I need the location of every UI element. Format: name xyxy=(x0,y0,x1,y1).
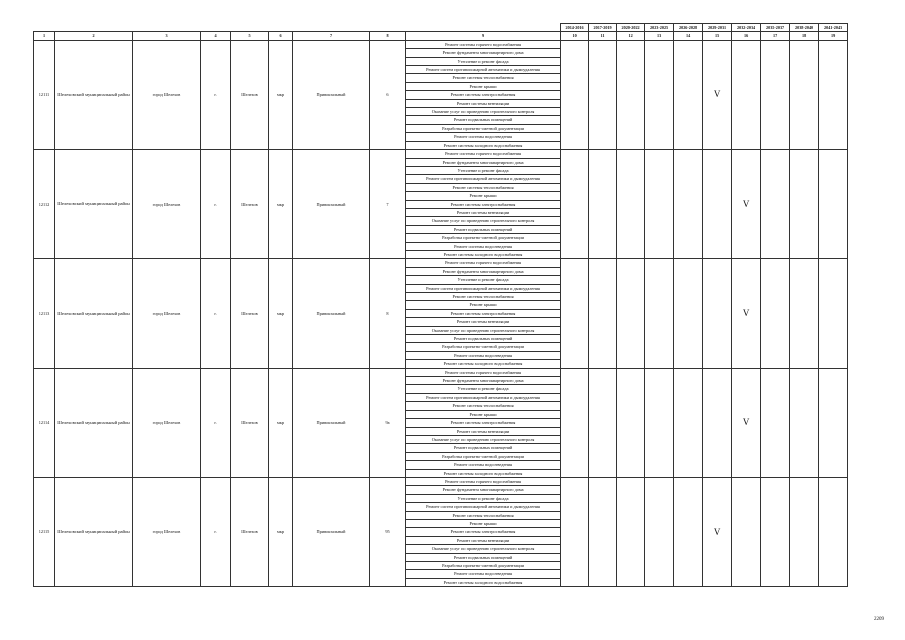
work-type-cell: Ремонт крыши xyxy=(406,301,561,309)
period-cell xyxy=(790,150,819,259)
period-cell xyxy=(732,477,761,586)
work-type-cell: Ремонт системы теплоснабжения xyxy=(406,183,561,191)
column-number: 10 xyxy=(561,32,589,40)
period-cell xyxy=(645,259,674,368)
column-number: 14 xyxy=(674,32,703,40)
period-cell xyxy=(589,477,617,586)
row-number: 12111 xyxy=(34,40,55,149)
settlement-type-cell: г. xyxy=(201,477,231,586)
work-type-cell: Ремонт крыши xyxy=(406,192,561,200)
street-cell: Привокзальный xyxy=(293,150,370,259)
column-number: 13 xyxy=(645,32,674,40)
column-number: 3 xyxy=(133,32,201,40)
period-cell xyxy=(589,368,617,477)
period-cell xyxy=(732,40,761,149)
period-cell xyxy=(645,150,674,259)
period-cell xyxy=(617,368,645,477)
year-header: 2035-2037 xyxy=(761,24,790,32)
period-cell xyxy=(761,477,790,586)
work-type-cell: Ремонт подвальных помещений xyxy=(406,335,561,343)
house-number-cell: 8 xyxy=(370,259,406,368)
city-cell: Шелехов xyxy=(231,40,269,149)
period-cell xyxy=(589,150,617,259)
work-type-cell: Ремонт подвальных помещений xyxy=(406,444,561,452)
house-number-cell: 7 xyxy=(370,150,406,259)
page-number: 2209 xyxy=(874,617,884,622)
street-cell: Привокзальный xyxy=(293,477,370,586)
city-cell: Шелехов xyxy=(231,368,269,477)
work-type-cell: Ремонт системы холодного водоснабжения xyxy=(406,578,561,586)
period-cell xyxy=(703,259,732,368)
work-type-cell: Ремонт системы горячего водоснабжения xyxy=(406,150,561,158)
district-cell: Шелеховский муниципальный район xyxy=(55,40,133,149)
period-cell xyxy=(617,150,645,259)
column-number: 9 xyxy=(406,32,561,40)
work-type-cell: Утепление и ремонт фасада xyxy=(406,57,561,65)
period-cell xyxy=(790,259,819,368)
column-number: 17 xyxy=(761,32,790,40)
year-header: 2038-2040 xyxy=(790,24,819,32)
work-type-cell: Ремонт системы вентиляции xyxy=(406,427,561,435)
work-type-cell: Ремонт крыши xyxy=(406,410,561,418)
period-mark: V xyxy=(732,259,761,368)
column-number: 5 xyxy=(231,32,269,40)
column-number: 8 xyxy=(370,32,406,40)
table-row xyxy=(34,368,848,376)
settlement-type-cell: г. xyxy=(201,259,231,368)
work-type-cell: Ремонт фундамента многоквартирного дома xyxy=(406,377,561,385)
settlement-type-cell: г. xyxy=(201,40,231,149)
row-number: 12113 xyxy=(34,259,55,368)
work-type-cell: Ремонт фундамента многоквартирного дома xyxy=(406,486,561,494)
work-type-cell: Оказание услуг по проведению строительного контроля xyxy=(406,108,561,116)
city-cell: Шелехов xyxy=(231,150,269,259)
work-type-cell: Ремонт системы теплоснабжения xyxy=(406,293,561,301)
period-cell xyxy=(674,150,703,259)
period-cell xyxy=(645,40,674,149)
settlement-cell: город Шелехов xyxy=(133,40,201,149)
work-type-cell: Ремонт систем противопожарной автоматики и дымоудаления xyxy=(406,503,561,511)
settlement-cell: город Шелехов xyxy=(133,259,201,368)
period-cell xyxy=(589,259,617,368)
street-type-cell: мкр xyxy=(269,368,293,477)
work-type-cell: Утепление и ремонт фасада xyxy=(406,385,561,393)
house-number-cell: 9а xyxy=(370,368,406,477)
district-cell: Шелеховский муниципальный район xyxy=(55,368,133,477)
work-type-cell: Ремонт системы вентиляции xyxy=(406,208,561,216)
work-type-cell: Ремонт фундамента многоквартирного дома xyxy=(406,158,561,166)
year-header: 2026-2028 xyxy=(674,24,703,32)
work-type-cell: Ремонт систем противопожарной автоматики и дымоудаления xyxy=(406,284,561,292)
period-mark: V xyxy=(703,40,732,149)
period-cell xyxy=(674,368,703,477)
work-type-cell: Ремонт системы электроснабжения xyxy=(406,528,561,536)
work-type-cell: Разработка проектно-сметной документации xyxy=(406,343,561,351)
column-number: 19 xyxy=(819,32,848,40)
period-cell xyxy=(761,259,790,368)
table-row xyxy=(34,150,848,158)
settlement-type-cell: г. xyxy=(201,150,231,259)
row-number: 12114 xyxy=(34,368,55,477)
work-type-cell: Ремонт системы теплоснабжения xyxy=(406,402,561,410)
period-cell xyxy=(819,40,848,149)
work-type-cell: Ремонт подвальных помещений xyxy=(406,225,561,233)
settlement-cell: город Шелехов xyxy=(133,477,201,586)
column-number: 1 xyxy=(34,32,55,40)
work-type-cell: Ремонт подвальных помещений xyxy=(406,553,561,561)
period-cell xyxy=(645,368,674,477)
period-cell xyxy=(790,477,819,586)
period-cell xyxy=(819,150,848,259)
work-type-cell: Утепление и ремонт фасада xyxy=(406,276,561,284)
work-type-cell: Ремонт крыши xyxy=(406,82,561,90)
work-type-cell: Ремонт системы электроснабжения xyxy=(406,309,561,317)
period-cell xyxy=(674,477,703,586)
work-type-cell: Разработка проектно-сметной документации xyxy=(406,562,561,570)
period-cell xyxy=(790,40,819,149)
period-cell xyxy=(819,477,848,586)
work-type-cell: Ремонт системы теплоснабжения xyxy=(406,74,561,82)
period-cell xyxy=(561,477,589,586)
period-cell xyxy=(790,368,819,477)
header-years-row xyxy=(34,24,848,32)
work-type-cell: Ремонт системы вентиляции xyxy=(406,536,561,544)
work-type-cell: Оказание услуг по проведению строительного контроля xyxy=(406,435,561,443)
period-cell xyxy=(761,40,790,149)
work-type-cell: Ремонт крыши xyxy=(406,519,561,527)
period-cell xyxy=(561,368,589,477)
work-type-cell: Ремонт системы водоотведения xyxy=(406,133,561,141)
street-cell: Привокзальный xyxy=(293,40,370,149)
column-number: 7 xyxy=(293,32,370,40)
period-cell xyxy=(674,259,703,368)
work-type-cell: Оказание услуг по проведению строительного контроля xyxy=(406,326,561,334)
work-type-cell: Ремонт системы электроснабжения xyxy=(406,91,561,99)
year-header: 2029-2031 xyxy=(703,24,732,32)
period-cell xyxy=(761,368,790,477)
work-type-cell: Ремонт системы горячего водоснабжения xyxy=(406,368,561,376)
row-number: 12115 xyxy=(34,477,55,586)
city-cell: Шелехов xyxy=(231,477,269,586)
period-cell xyxy=(819,259,848,368)
year-header: 2014-2016 xyxy=(561,24,589,32)
period-cell xyxy=(819,368,848,477)
work-type-cell: Ремонт системы холодного водоснабжения xyxy=(406,250,561,258)
column-number: 16 xyxy=(732,32,761,40)
street-type-cell: мкр xyxy=(269,477,293,586)
work-type-cell: Ремонт подвальных помещений xyxy=(406,116,561,124)
work-type-cell: Оказание услуг по проведению строительного контроля xyxy=(406,217,561,225)
year-header: 2017-2019 xyxy=(589,24,617,32)
work-type-cell: Разработка проектно-сметной документации xyxy=(406,124,561,132)
settlement-cell: город Шелехов xyxy=(133,368,201,477)
street-type-cell: мкр xyxy=(269,150,293,259)
work-type-cell: Ремонт системы холодного водоснабжения xyxy=(406,469,561,477)
work-type-cell: Ремонт системы электроснабжения xyxy=(406,200,561,208)
period-cell xyxy=(761,150,790,259)
city-cell: Шелехов xyxy=(231,259,269,368)
work-type-cell: Ремонт системы вентиляции xyxy=(406,318,561,326)
year-header: 2023-2025 xyxy=(645,24,674,32)
header-blank xyxy=(34,24,561,32)
work-type-cell: Оказание услуг по проведению строительного контроля xyxy=(406,545,561,553)
capital-repair-schedule-table xyxy=(33,23,848,587)
work-type-cell: Ремонт системы водоотведения xyxy=(406,242,561,250)
period-cell xyxy=(617,40,645,149)
column-number: 6 xyxy=(269,32,293,40)
period-mark: V xyxy=(732,150,761,259)
year-header: 2032-2034 xyxy=(732,24,761,32)
column-number: 15 xyxy=(703,32,732,40)
row-number: 12112 xyxy=(34,150,55,259)
period-cell xyxy=(589,40,617,149)
work-type-cell: Ремонт системы холодного водоснабжения xyxy=(406,141,561,149)
work-type-cell: Ремонт системы холодного водоснабжения xyxy=(406,360,561,368)
table-row xyxy=(34,40,848,48)
period-cell xyxy=(561,259,589,368)
house-number-cell: 95 xyxy=(370,477,406,586)
period-cell xyxy=(674,40,703,149)
period-cell xyxy=(703,368,732,477)
header-numbers-row xyxy=(34,32,848,40)
period-cell xyxy=(645,477,674,586)
work-type-cell: Ремонт системы водоотведения xyxy=(406,351,561,359)
work-type-cell: Утепление и ремонт фасада xyxy=(406,166,561,174)
work-type-cell: Ремонт систем противопожарной автоматики и дымоудаления xyxy=(406,175,561,183)
year-header: 2020-2022 xyxy=(617,24,645,32)
column-number: 11 xyxy=(589,32,617,40)
work-type-cell: Ремонт фундамента многоквартирного дома xyxy=(406,267,561,275)
year-header: 2041-2043 xyxy=(819,24,848,32)
table-row xyxy=(34,259,848,267)
work-type-cell: Разработка проектно-сметной документации xyxy=(406,234,561,242)
period-cell xyxy=(617,259,645,368)
column-number: 2 xyxy=(55,32,133,40)
work-type-cell: Ремонт системы горячего водоснабжения xyxy=(406,40,561,48)
street-cell: Привокзальный xyxy=(293,259,370,368)
period-cell xyxy=(617,477,645,586)
work-type-cell: Ремонт системы водоотведения xyxy=(406,570,561,578)
house-number-cell: 6 xyxy=(370,40,406,149)
district-cell: Шелеховский муниципальный район xyxy=(55,477,133,586)
work-type-cell: Ремонт системы горячего водоснабжения xyxy=(406,477,561,485)
work-type-cell: Ремонт системы теплоснабжения xyxy=(406,511,561,519)
settlement-type-cell: г. xyxy=(201,368,231,477)
work-type-cell: Ремонт систем противопожарной автоматики и дымоудаления xyxy=(406,393,561,401)
period-cell xyxy=(561,150,589,259)
work-type-cell: Ремонт систем противопожарной автоматики и дымоудаления xyxy=(406,66,561,74)
work-type-cell: Ремонт системы водоотведения xyxy=(406,461,561,469)
column-number: 18 xyxy=(790,32,819,40)
street-cell: Привокзальный xyxy=(293,368,370,477)
work-type-cell: Ремонт системы вентиляции xyxy=(406,99,561,107)
work-type-cell: Ремонт фундамента многоквартирного дома xyxy=(406,49,561,57)
period-mark: V xyxy=(703,477,732,586)
work-type-cell: Разработка проектно-сметной документации xyxy=(406,452,561,460)
period-cell xyxy=(561,40,589,149)
district-cell: Шелеховский муниципальный район xyxy=(55,150,133,259)
column-number: 4 xyxy=(201,32,231,40)
work-type-cell: Ремонт системы горячего водоснабжения xyxy=(406,259,561,267)
period-cell xyxy=(703,150,732,259)
period-mark: V xyxy=(732,368,761,477)
district-cell: Шелеховский муниципальный район xyxy=(55,259,133,368)
table-row xyxy=(34,477,848,485)
settlement-cell: город Шелехов xyxy=(133,150,201,259)
column-number: 12 xyxy=(617,32,645,40)
work-type-cell: Утепление и ремонт фасада xyxy=(406,494,561,502)
street-type-cell: мкр xyxy=(269,40,293,149)
street-type-cell: мкр xyxy=(269,259,293,368)
work-type-cell: Ремонт системы электроснабжения xyxy=(406,419,561,427)
